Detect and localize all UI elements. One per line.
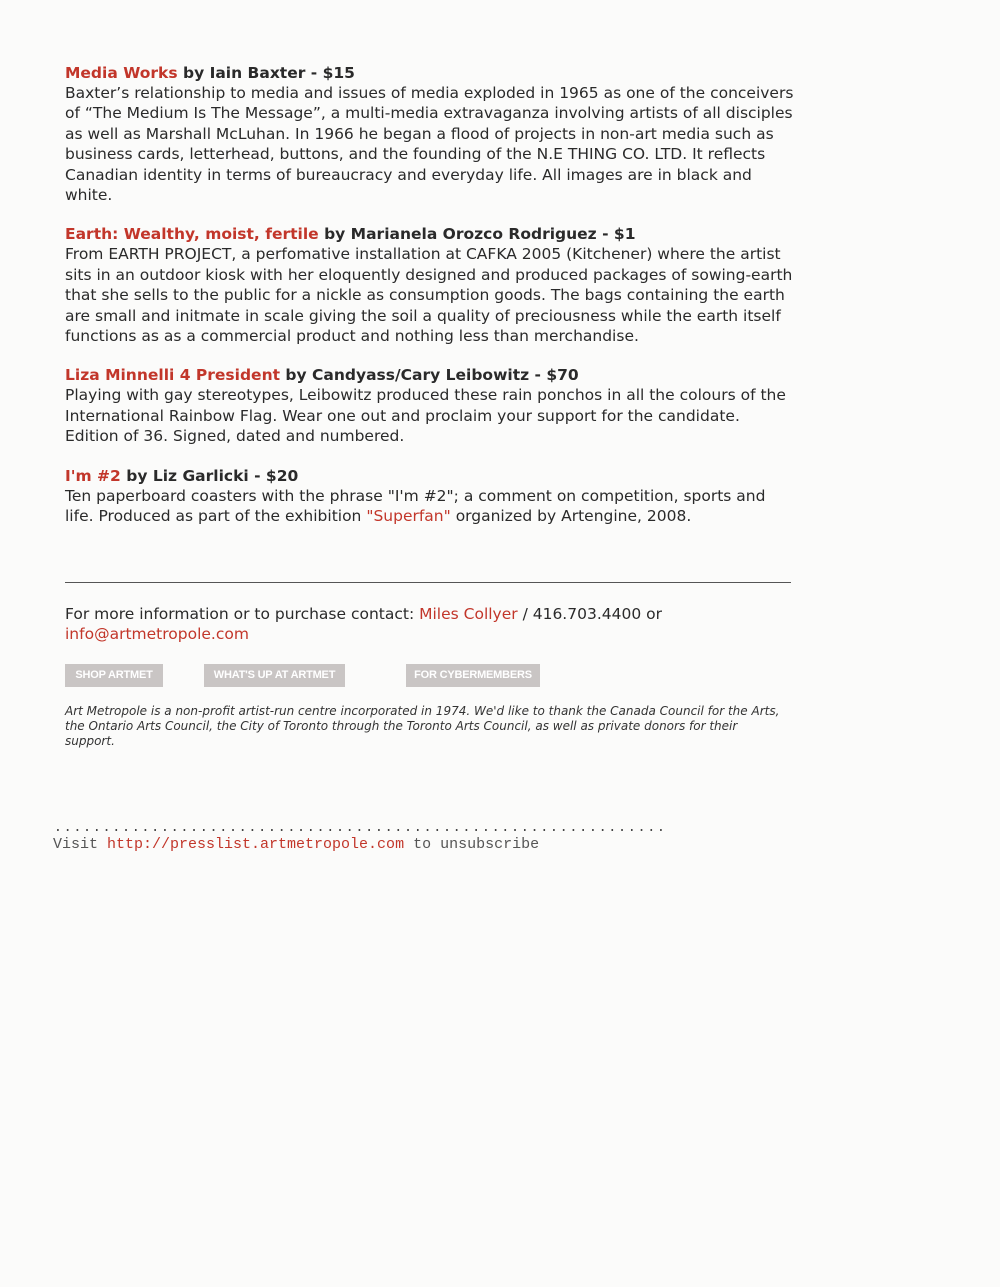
- contact-prefix: For more information or to purchase contact:: [65, 605, 420, 623]
- product-item: [65, 466, 795, 527]
- unsubscribe-link[interactable]: http://presslist.artmetropole.com: [107, 836, 405, 853]
- product-heading: [65, 365, 795, 385]
- superfan-link[interactable]: "Superfan": [366, 507, 451, 526]
- whats-up-button[interactable]: WHAT'S UP AT ARTMET: [204, 664, 345, 687]
- section-divider: [65, 582, 791, 583]
- product-item: [65, 224, 795, 346]
- cybermembers-button[interactable]: FOR CYBERMEMBERS: [406, 664, 540, 687]
- product-description: Baxter’s relationship to media and issues of media exploded in 1965 as one of the conceivers of “The Medium Is The Message”, a multi-media extravaganza involving artists of all disciples as well as Marshall McLuhan. In 1966 he began a flood of projects in non-art media such as business cards, letterhead, buttons, and the founding of the N.E THING CO. LTD. It reflects Canadian identity in terms of bureaucracy and everyday life. All images are in black and white.: [65, 84, 794, 205]
- contact-email-link[interactable]: info@artmetropole.com: [65, 625, 249, 644]
- product-byline: by Iain Baxter - $15: [177, 64, 355, 82]
- shop-artmet-button[interactable]: SHOP ARTMET: [65, 664, 163, 687]
- product-title-link[interactable]: Liza Minnelli 4 President: [65, 366, 281, 385]
- product-description: [65, 486, 795, 527]
- contact-info: [65, 604, 765, 645]
- product-description: From EARTH PROJECT, a perfomative installation at CAFKA 2005 (Kitchener) where the artist sits in an outdoor kiosk with her eloquently designed and produced packages of sowing-earth that she sells to the public for a nickle as consumption goods. The bags containing the earth are small and initmate in scale giving the soil a quality of preciousness while the earth itself functions as as a commercial product and nothing less than merchandise.: [65, 245, 793, 346]
- contact-phone: / 416.703.4400 or: [517, 605, 662, 623]
- description-text: organized by Artengine, 2008.: [450, 507, 692, 526]
- dotted-divider: ...............................................................: [54, 820, 667, 835]
- description-text: Ten paperboard coasters with the phrase "I'm #2"; a comment on competition, sports and life. Produced as part of the exhibition: [65, 486, 766, 526]
- product-byline: by Liz Garlicki - $20: [120, 466, 299, 485]
- product-byline: by Marianela Orozco Rodriguez - $1: [318, 225, 636, 244]
- product-heading: [65, 224, 795, 244]
- product-list: [65, 63, 795, 546]
- unsubscribe-prefix: Visit: [53, 836, 108, 853]
- contact-name-link[interactable]: Miles Collyer: [419, 605, 518, 623]
- product-title-link[interactable]: Media Works: [65, 64, 178, 82]
- product-description: Playing with gay stereotypes, Leibowitz produced these rain ponchos in all the colours of the International Rainbow Flag. Wear one out and proclaim your support for the candidate. Edition of 36. Signed, dated and numbered.: [65, 386, 786, 446]
- product-title-link[interactable]: I'm #2: [65, 466, 121, 485]
- product-item: [65, 63, 795, 205]
- disclaimer-text: Art Metropole is a non-profit artist-run centre incorporated in 1974. We'd like to thank the Canada Council for the Arts, the Ontario Arts Council, the City of Toronto through the Toronto Arts Council, as well as private donors for their support.: [65, 704, 780, 748]
- product-item: [65, 365, 795, 446]
- product-byline: by Candyass/Cary Leibowitz - $70: [280, 366, 579, 385]
- unsubscribe-suffix: to unsubscribe: [404, 836, 540, 853]
- unsubscribe-line: [53, 836, 539, 853]
- product-heading: [65, 466, 795, 486]
- product-title-link[interactable]: Earth: Wealthy, moist, fertile: [65, 225, 319, 244]
- product-heading: [65, 63, 795, 83]
